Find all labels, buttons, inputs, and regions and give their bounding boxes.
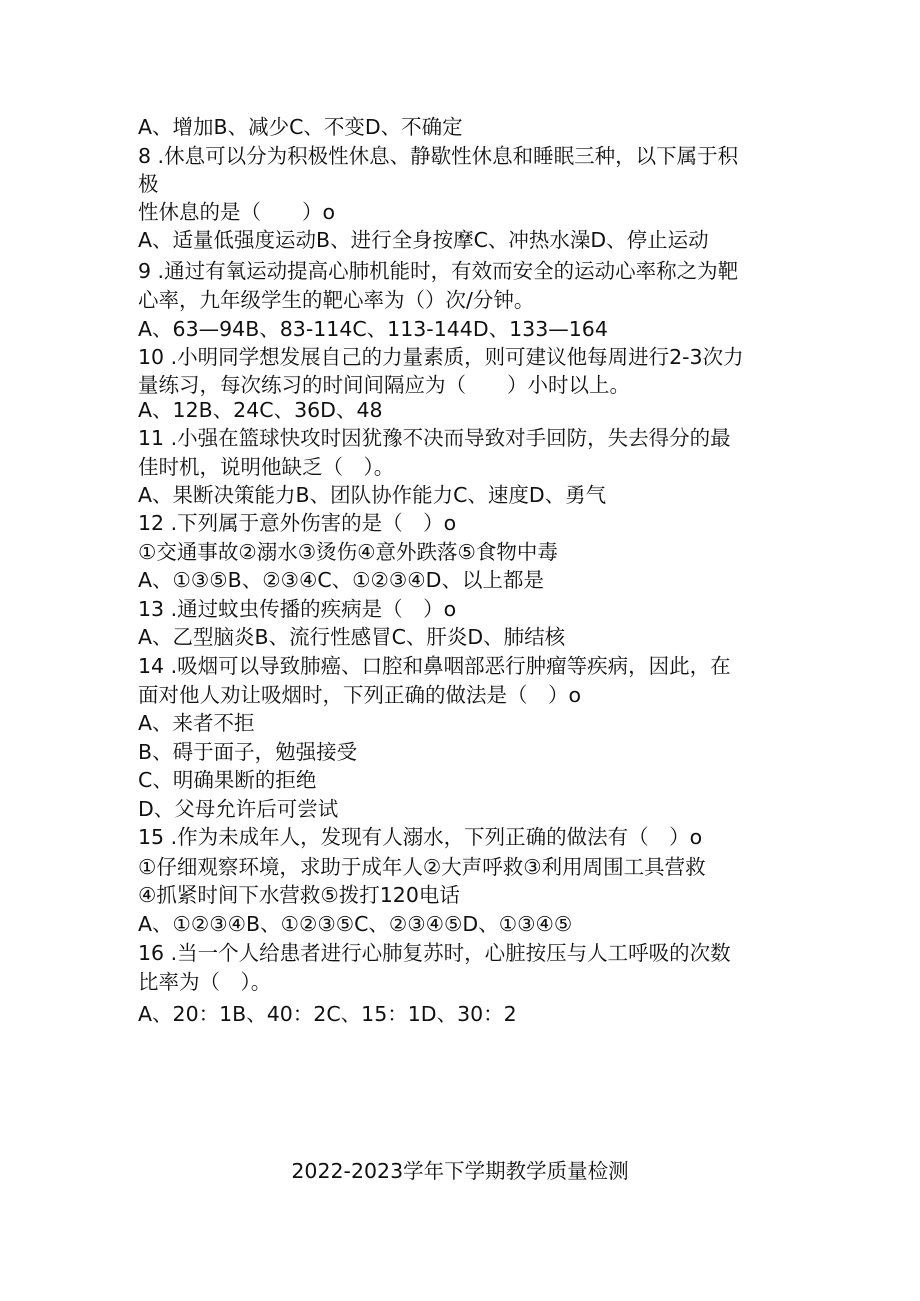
text-line: ④抓紧时间下水营救⑤拨打120电话	[138, 883, 460, 907]
text-line: 13 .通过蚊虫传播的疾病是（ ）o	[138, 597, 457, 621]
text-line: 9 .通过有氧运动提高心肺机能时，有效而安全的运动心率称之为靶	[138, 259, 739, 283]
text-line: A、20：1B、40：2C、15：1D、30：2	[138, 1002, 517, 1026]
text-line: 14 .吸烟可以导致肺癌、口腔和鼻咽部恶行肿瘤等疾病，因此，在	[138, 654, 731, 678]
text-line: 量练习，每次练习的时间间隔应为（ ）小时以上。	[138, 373, 630, 397]
text-line: 10 .小明同学想发展自己的力量素质，则可建议他每周进行2-3次力	[138, 345, 744, 369]
text-line: 11 .小强在篮球快攻时因犹豫不决而导致对手回防，失去得分的最	[138, 426, 731, 450]
text-line: 心率，九年级学生的靶心率为（）次/分钟。	[138, 288, 535, 312]
text-line: D、父母允许后可尝试	[138, 797, 339, 821]
text-line: 12 .下列属于意外伤害的是（ ）o	[138, 511, 457, 535]
text-line: A、乙型脑炎B、流行性感冒C、肝炎D、肺结核	[138, 625, 566, 649]
text-line: ①仔细观察环境，求助于成年人②大声呼救③利用周围工具营救	[138, 855, 706, 879]
text-line: 面对他人劝让吸烟时，下列正确的做法是（ ）o	[138, 683, 582, 707]
text-line: 比率为（ ）。	[138, 970, 272, 994]
text-line: 佳时机，说明他缺乏（ ）。	[138, 455, 395, 479]
text-line: A、①③⑤B、②③④C、①②③④D、以上都是	[138, 568, 544, 592]
text-line: 15 .作为未成年人，发现有人溺水，下列正确的做法有（ ）o	[138, 825, 703, 849]
text-line: A、63—94B、83-114C、113-144D、133—164	[138, 317, 608, 341]
text-line: A、果断决策能力B、团队协作能力C、速度D、勇气	[138, 483, 607, 507]
text-line: 性休息的是（ ）o	[138, 200, 336, 224]
text-line: A、12B、24C、36D、48	[138, 398, 383, 422]
text-line: A、增加B、减少C、不变D、不确定	[138, 115, 463, 139]
footer-title: 2022-2023学年下学期教学质量检测	[291, 1159, 629, 1183]
text-line: ①交通事故②溺水③烫伤④意外跌落⑤食物中毒	[138, 540, 558, 564]
text-line: B、碍于面子，勉强接受	[138, 740, 358, 764]
text-line: 16 .当一个人给患者进行心肺复苏时，心脏按压与人工呼吸的次数	[138, 941, 731, 965]
text-line: A、①②③④B、①②③⑤C、②③④⑤D、①③④⑤	[138, 912, 573, 936]
text-line: 8 .休息可以分为积极性休息、静歇性休息和睡眠三种，以下属于积	[138, 144, 739, 168]
text-line: C、明确果断的拒绝	[138, 768, 317, 792]
text-line: 极	[138, 172, 159, 196]
text-line: A、来者不拒	[138, 711, 255, 735]
text-line: A、适量低强度运动B、进行全身按摩C、冲热水澡D、停止运动	[138, 228, 709, 252]
